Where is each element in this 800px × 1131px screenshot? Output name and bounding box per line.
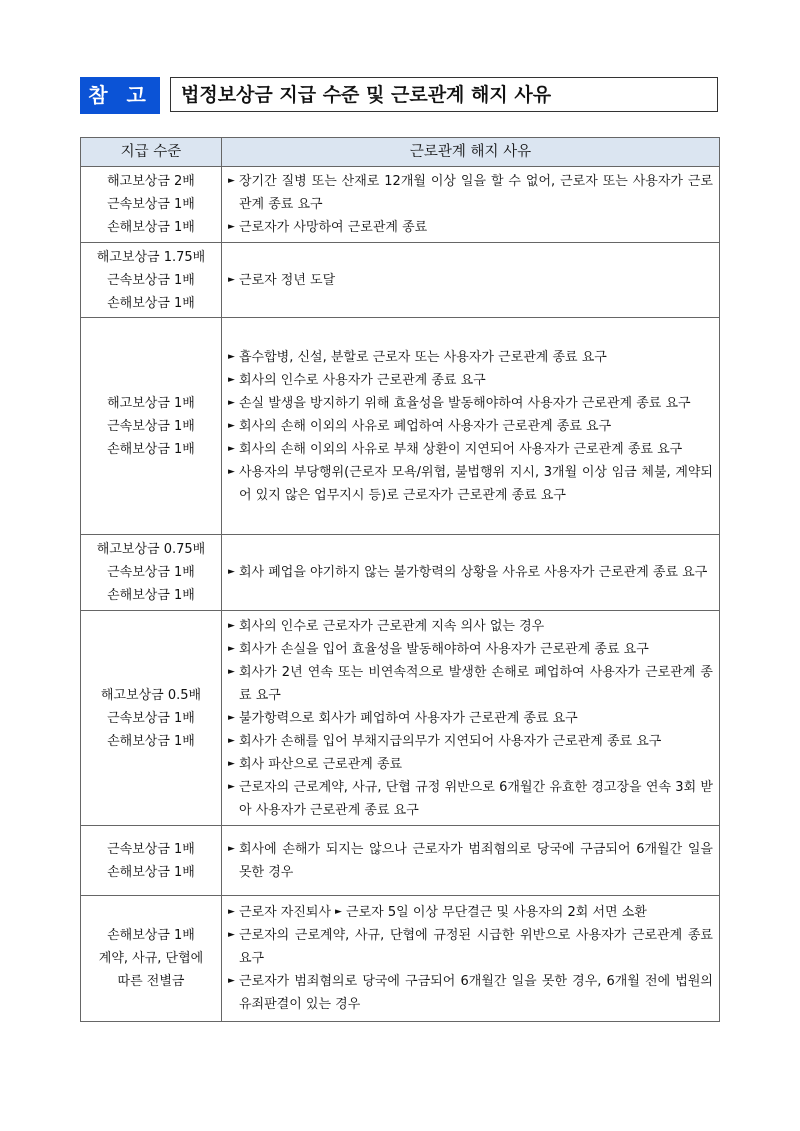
payment-level-text: 근속보상금 1배 [107,710,195,726]
table-body [81,167,720,1022]
reason-text: 회사 폐업을 야기하지 않는 불가항력의 상황을 사유로 사용자가 근로관계 종료 요구 [239,565,708,580]
reason-item [228,924,713,970]
reason-text: 회사의 손해 이외의 사유로 부채 상환이 지연되어 사용자가 근로관계 종료 요구 [239,441,683,457]
table-header-row [81,138,720,167]
reason-text: 회사가 손실을 입어 효율성을 발동해야하여 사용자가 근로관계 종료 요구 [239,641,649,657]
arrow-bullet-icon: ► [228,930,235,940]
table-row [81,318,720,535]
arrow-bullet-icon: ► [228,907,235,917]
arrow-bullet-icon: ► [228,274,235,285]
arrow-bullet-icon: ► [228,222,235,232]
arrow-bullet-icon: ► [228,712,235,723]
reason-item [228,615,713,638]
payment-level-cell [81,896,222,1022]
payment-level-text: 손해보상금 1배 [107,733,195,749]
arrow-bullet-icon: ► [228,176,235,186]
payment-level-text: 근속보상금 1배 [107,565,195,580]
reason-text: 회사의 손해 이외의 사유로 폐업하여 사용자가 근로관계 종료 요구 [239,418,612,434]
arrow-bullet-icon: ► [228,374,235,385]
reason-text: 근로자 자진퇴사 [239,905,332,920]
arrow-bullet-icon: ► [228,758,235,769]
payment-level-text: 해고보상금 0.75배 [96,542,206,557]
payment-level-cell [81,826,222,896]
reason-text: 장기간 질병 또는 산재로 12개월 이상 일을 할 수 없어, 근로자 또는 사용자가 근로관계 종료 요구 [239,174,713,212]
payment-level-cell [81,611,222,826]
reason-text: 근로자가 범죄혐의로 당국에 구금되어 6개월간 일을 못한 경우, 6개월 전에 법원의 유죄판결이 있는 경우 [239,974,713,1012]
termination-reason-cell [222,167,720,243]
section-header [80,77,720,114]
reason-text: 회사가 손해를 입어 부채지급의무가 지연되어 사용자가 근로관계 종료 요구 [239,733,662,749]
reason-item [228,170,713,216]
arrow-bullet-icon: ► [228,567,235,577]
arrow-bullet-icon: ► [228,781,235,792]
reason-text: 불가항력으로 회사가 폐업하여 사용자가 근로관계 종료 요구 [239,710,578,726]
page-title: 법정보상금 지급 수준 및 근로관계 해지 사유 [170,77,718,112]
payment-level-text: 근속보상금 1배 [107,272,195,288]
arrow-bullet-icon: ► [228,735,235,746]
reason-item [228,776,713,822]
payment-level-text: 해고보상금 1.75배 [96,249,206,265]
reason-text: 회사의 인수로 사용자가 근로관계 종료 요구 [239,372,486,388]
arrow-bullet-icon: ► [228,643,235,654]
payment-level-text: 근속보상금 1배 [107,418,195,434]
payment-level-text: 손해보상금 1배 [107,220,195,235]
reason-text: 흡수합병, 신설, 분할로 근로자 또는 사용자가 근로관계 종료 요구 [239,349,607,365]
payment-level-text: 손해보상금 1배 [107,928,195,943]
arrow-bullet-icon: ► [228,666,235,677]
arrow-bullet-icon: ► [228,466,235,477]
reason-text: 회사 파산으로 근로관계 종료 [239,756,403,772]
reason-text: 회사에 손해가 되지는 않으나 근로자가 범죄혐의로 당국에 구금되어 6개월간 일을 못한 경우 [239,841,713,880]
payment-level-cell [81,167,222,243]
reason-item [228,838,713,884]
reason-item [228,415,713,438]
termination-reason-cell [222,243,720,318]
reason-text: 근로자의 근로계약, 사규, 단협에 규정된 시급한 위반으로 사용자가 근로관계 종료 요구 [239,928,713,966]
reason-item [228,369,713,392]
reason-item [228,269,713,292]
arrow-bullet-icon: ► [228,976,235,986]
reason-item [228,901,331,924]
termination-reason-cell [222,896,720,1022]
reason-item [228,561,713,584]
termination-reason-cell [222,535,720,611]
reason-text: 근로자 5일 이상 무단결근 및 사용자의 2회 서면 소환 [346,905,647,920]
arrow-bullet-icon: ► [228,351,235,362]
reason-inline-line [228,901,713,924]
reason-text: 근로자가 사망하여 근로관계 종료 [239,220,428,235]
payment-level-text: 따른 전별금 [117,974,185,989]
column-header-level: 지급 수준 [81,138,222,167]
reason-item [228,970,713,1016]
payment-level-text: 계약, 사규, 단협에 [98,951,204,966]
table-row [81,535,720,611]
arrow-bullet-icon: ► [228,443,235,454]
table-row [81,896,720,1022]
payment-level-cell [81,318,222,535]
payment-level-text: 근속보상금 1배 [107,197,195,212]
termination-reason-cell [222,826,720,896]
reason-item [228,438,713,461]
payment-level-text: 손해보상금 1배 [107,441,195,457]
reason-text: 사용자의 부당행위(근로자 모욕/위협, 불법행위 지시, 3개월 이상 임금 체불, 계약되어 있지 않은 업무지시 등)로 근로자가 근로관계 종료 요구 [239,464,713,503]
table-row [81,826,720,896]
reason-item [228,392,713,415]
reason-item [228,707,713,730]
payment-level-cell [81,243,222,318]
payment-level-text: 손해보상금 1배 [107,295,195,311]
reason-item [228,461,713,507]
reason-text: 근로자의 근로계약, 사규, 단협 규정 위반으로 6개월간 유효한 경고장을 연속 3회 받아 사용자가 근로관계 종료 요구 [239,779,713,818]
arrow-bullet-icon: ► [335,907,342,917]
reason-item [228,730,713,753]
compensation-table [80,137,720,1022]
table-row [81,167,720,243]
reason-text: 근로자 정년 도달 [239,272,336,288]
arrow-bullet-icon: ► [228,397,235,408]
termination-reason-cell [222,611,720,826]
reason-item [228,661,713,707]
table-row [81,611,720,826]
column-header-reason: 근로관계 해지 사유 [222,138,720,167]
arrow-bullet-icon: ► [228,420,235,431]
arrow-bullet-icon: ► [228,620,235,631]
reference-badge: 참 고 [80,77,160,114]
payment-level-text: 해고보상금 1배 [107,395,195,411]
termination-reason-cell [222,318,720,535]
payment-level-cell [81,535,222,611]
reason-text: 회사가 2년 연속 또는 비연속적으로 발생한 손해로 폐업하여 사용자가 근로관계 종료 요구 [239,664,713,703]
reason-text: 회사의 인수로 근로자가 근로관계 지속 의사 없는 경우 [239,618,545,634]
reason-item [228,216,713,239]
reason-item [335,901,647,924]
payment-level-text: 손해보상금 1배 [107,864,195,880]
reason-item [228,346,713,369]
payment-level-text: 해고보상금 0.5배 [100,687,202,703]
payment-level-text: 해고보상금 2배 [107,174,195,189]
reason-text: 손실 발생을 방지하기 위해 효율성을 발동해야하여 사용자가 근로관계 종료 요구 [239,395,691,411]
arrow-bullet-icon: ► [228,843,235,854]
reason-item [228,638,713,661]
payment-level-text: 근속보상금 1배 [107,841,195,857]
payment-level-text: 손해보상금 1배 [107,588,195,603]
reason-item [228,753,713,776]
table-row [81,243,720,318]
